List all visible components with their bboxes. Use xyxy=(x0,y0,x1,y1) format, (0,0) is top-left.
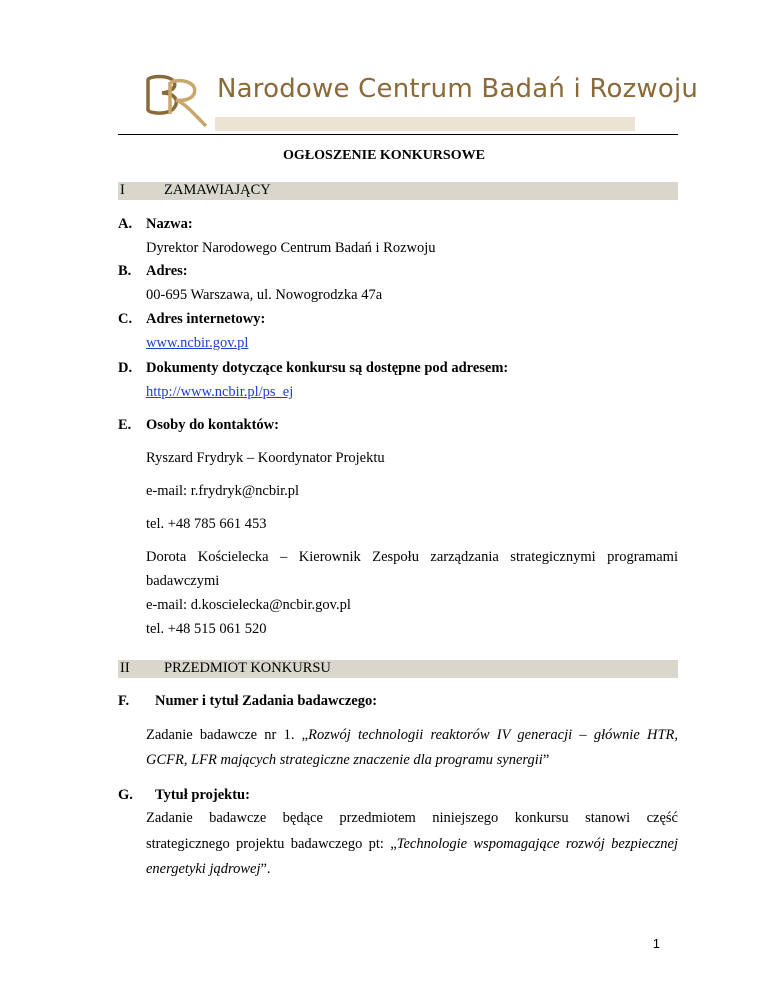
contact-2-phone: tel. +48 515 061 520 xyxy=(146,621,267,637)
item-e-label: Osoby do kontaktów: xyxy=(146,417,279,433)
item-a-label: Nazwa: xyxy=(146,216,193,232)
item-d-letter: D. xyxy=(118,360,133,376)
documents-link[interactable]: http://www.ncbir.pl/ps_ej xyxy=(146,384,294,400)
item-g-letter: G. xyxy=(118,787,133,803)
website-link[interactable]: www.ncbir.gov.pl xyxy=(146,335,249,351)
item-b-letter: B. xyxy=(118,263,132,279)
logo-text: Narodowe Centrum Badań i Rozwoju xyxy=(217,74,699,104)
project-title-line2: strategicznego projektu badawczego pt: „Technologie wspomagające rozwój bezpiecznej xyxy=(146,836,678,852)
ncbir-logo-mark xyxy=(140,70,215,130)
item-a-letter: A. xyxy=(118,216,133,232)
item-d-label: Dokumenty dotyczące konkursu są dostępne pod adresem: xyxy=(146,360,509,376)
task-title-line1: Zadanie badawcze nr 1. „Rozwój technologii reaktorów IV generacji – głównie HTR, xyxy=(146,727,678,743)
contact-2-email: e-mail: d.koscielecka@ncbir.gov.pl xyxy=(146,597,351,613)
page-number: 1 xyxy=(652,936,660,951)
section-1-title: ZAMAWIAJĄCY xyxy=(164,182,271,198)
section-1-number: I xyxy=(120,182,125,198)
item-f-label: Numer i tytuł Zadania badawczego: xyxy=(155,693,378,709)
item-b-value: 00-695 Warszawa, ul. Nowogrodzka 47a xyxy=(146,287,383,303)
contact-2-name-line1: Dorota Kościelecka – Kierownik Zespołu zarządzania strategicznymi programami xyxy=(146,549,678,565)
item-b-label: Adres: xyxy=(146,263,188,279)
contact-2-name-line2: badawczymi xyxy=(146,573,220,589)
item-g-label: Tytuł projektu: xyxy=(155,787,250,803)
contact-1-name: Ryszard Frydryk – Koordynator Projektu xyxy=(146,450,385,466)
item-f-letter: F. xyxy=(118,693,130,709)
header-rule xyxy=(118,134,678,135)
task-title-line2: GCFR, LFR mających strategiczne znaczenie dla programu synergii” xyxy=(146,752,550,768)
section-2-number: II xyxy=(120,660,130,676)
item-e-letter: E. xyxy=(118,417,132,433)
project-title-line3: energetyki jądrowej”. xyxy=(146,861,271,877)
item-c-label: Adres internetowy: xyxy=(146,311,266,327)
section-2-title: PRZEDMIOT KONKURSU xyxy=(164,660,331,676)
item-c-letter: C. xyxy=(118,311,133,327)
project-title-line1: Zadanie badawcze będące przedmiotem niniejszego konkursu stanowi część xyxy=(146,810,678,826)
logo-underbar xyxy=(215,117,635,131)
document-title: OGŁOSZENIE KONKURSOWE xyxy=(283,148,485,163)
item-a-value: Dyrektor Narodowego Centrum Badań i Rozwoju xyxy=(146,240,436,256)
contact-1-email: e-mail: r.frydryk@ncbir.pl xyxy=(146,483,300,499)
contact-1-phone: tel. +48 785 661 453 xyxy=(146,516,267,532)
